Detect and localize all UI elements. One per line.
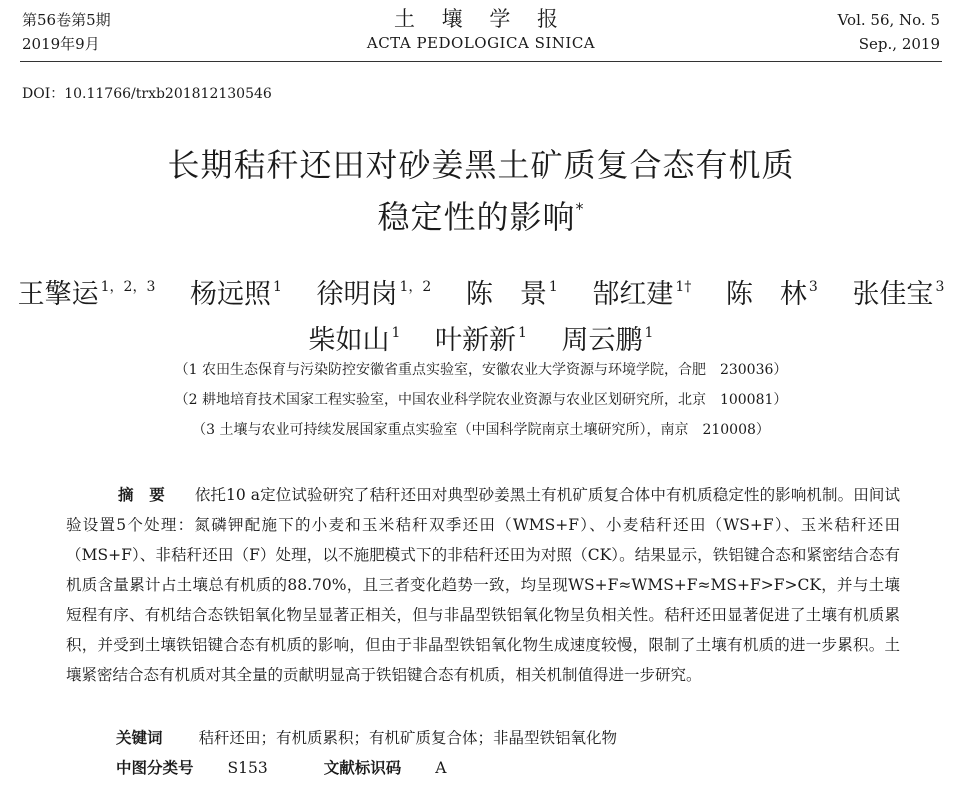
author-list	[0, 268, 962, 360]
author	[190, 279, 282, 310]
author-affiliation: 3	[808, 279, 818, 295]
doc-code-label: 文献标识码	[323, 759, 402, 777]
keywords	[116, 723, 617, 753]
author-name: 杨远照	[189, 279, 271, 310]
clc-label: 中图分类号	[116, 759, 194, 777]
title-line-1: 长期秸秆还田对砂姜黑土矿质复合态有机质	[167, 146, 795, 184]
header-divider	[20, 61, 942, 62]
header-center	[0, 6, 962, 54]
journal-title-en: ACTA PEDOLOGICA SINICA	[366, 34, 596, 52]
abstract	[66, 480, 900, 690]
author	[466, 279, 558, 310]
author-affiliation: 1，2，3	[100, 279, 156, 295]
author-name: 郜红建	[592, 279, 674, 310]
author-name: 徐明岗	[316, 279, 398, 310]
affiliation-list	[0, 355, 962, 445]
author-line-1	[0, 268, 962, 314]
author-affiliation: 1	[548, 279, 558, 295]
date-cn: 2019年9月	[22, 35, 100, 53]
doc-code-value: A	[435, 759, 447, 777]
author	[435, 325, 527, 356]
keywords-label: 关键词	[116, 729, 163, 747]
abstract-label: 摘 要	[118, 486, 165, 504]
date-en: Sep., 2019	[858, 35, 940, 53]
author-name: 张佳宝	[852, 279, 934, 310]
author	[18, 279, 156, 310]
volume-issue-cn: 第56卷第5期	[22, 11, 111, 29]
volume-issue-en: Vol. 56, No. 5	[837, 11, 940, 29]
paper-title	[0, 143, 962, 239]
journal-title-cn: 土 壤 学 报	[393, 7, 569, 31]
keywords-text: 秸秆还田；有机质累积；有机矿质复合体；非晶型铁铝氧化物	[198, 729, 618, 747]
title-line-2-text: 稳定性的影响	[377, 198, 576, 236]
author-affiliation: 3	[935, 279, 945, 295]
author-name: 陈 景	[465, 279, 547, 310]
header-right	[838, 8, 940, 56]
author	[316, 279, 431, 310]
author-affiliation: 1	[391, 325, 401, 341]
affiliation-3: （3 土壤与农业可持续发展国家重点实验室（中国科学院南京土壤研究所），南京 210008）	[192, 422, 770, 438]
title-footnote-marker: *	[575, 199, 585, 218]
author	[726, 279, 818, 310]
author-name: 柴如山	[308, 325, 390, 356]
title-line-2	[0, 187, 962, 239]
author-affiliation: 1	[272, 279, 282, 295]
author-affiliation: 1，2	[399, 279, 432, 295]
author-name: 叶新新	[435, 325, 517, 356]
author-name: 周云鹏	[561, 325, 643, 356]
affiliation-2: （2 耕地培育技术国家工程实验室，中国农业科学院农业资源与农业区划研究所，北京 100081）	[174, 392, 788, 408]
doi: DOI：10.11766/trxb201812130546	[22, 86, 272, 102]
affiliation-1: （1 农田生态保育与污染防控安徽省重点实验室，安徽农业大学资源与环境学院，合肥 230036）	[174, 362, 788, 378]
author	[309, 325, 401, 356]
clc-value: S153	[227, 759, 268, 777]
author-name: 王擎运	[17, 279, 99, 310]
author-name: 陈 林	[725, 279, 807, 310]
abstract-text: 依托10 a定位试验研究了秸秆还田对典型砂姜黑土有机矿质复合体中有机质稳定性的影响机制。田间试验设置5个处理：氮磷钾配施下的小麦和玉米秸秆双季还田（WMS+F）、小麦秸秆还田（WS+F）、玉米秸秆还田（MS+F）、非秸秆还田（F）处理，以不施肥模式下的非秸秆还田为对照（CK）。结果显示，铁铝键合态和紧密结合态有机质含量累计占土壤总有机质的88.70%，且三者变化趋势一致，均呈现WS+F≈WMS+F≈MS+F>F>CK，并与土壤短程有序、有机结合态铁铝氧化物呈显著正相关，但与非晶型铁铝氧化物呈负相关性。秸秆还田显著促进了土壤有机质累积，并受到土壤铁铝键合态有机质的影响，但由于非晶型铁铝氧化物生成速度较慢，限制了土壤有机质的进一步累积。土壤紧密结合态有机质对其全量的贡献明显高于铁铝键合态有机质，相关机制值得进一步研究。	[66, 486, 900, 684]
author-affiliation: 1	[518, 325, 527, 341]
author-affiliation: 1†	[675, 279, 692, 295]
author-line-2	[0, 314, 962, 360]
author-affiliation: 1	[644, 325, 654, 341]
classification	[116, 753, 446, 783]
author	[852, 279, 944, 310]
author	[592, 279, 691, 310]
author	[562, 325, 654, 356]
